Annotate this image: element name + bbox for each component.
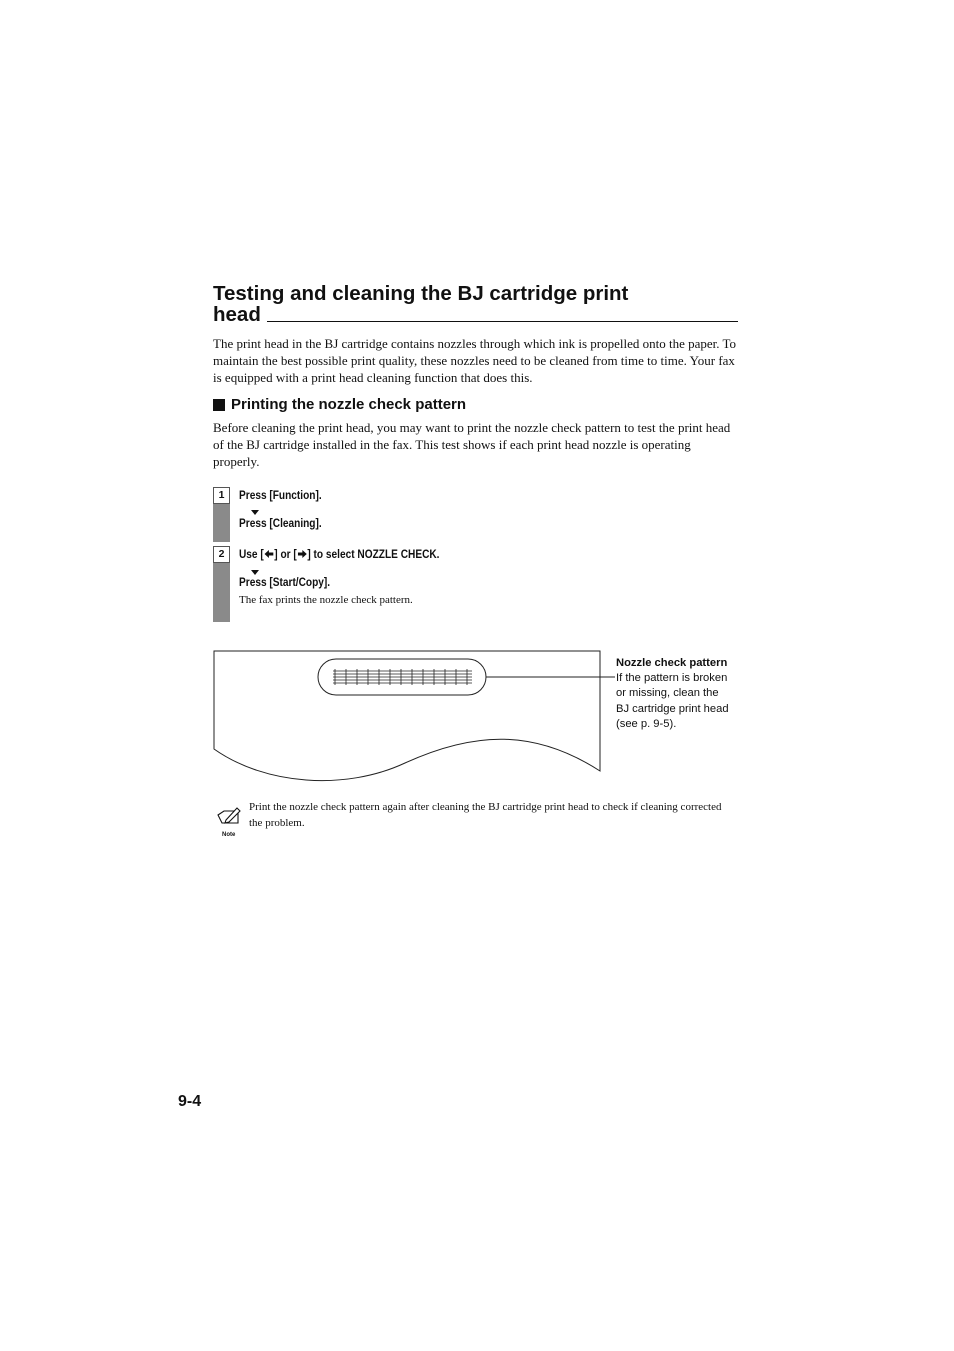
down-arrow-icon bbox=[251, 510, 259, 515]
left-arrow-key-icon bbox=[264, 549, 275, 559]
step-2-bar bbox=[213, 562, 230, 622]
note-icon-label: Note bbox=[222, 832, 236, 838]
down-arrow-icon bbox=[251, 570, 259, 575]
step-1-line-a: Press [Function]. bbox=[239, 490, 322, 502]
callout-line: (see p. 9-5). bbox=[616, 717, 677, 730]
intro-paragraph: The print head in the BJ cartridge contains nozzles through which ink is propelled onto the paper. To maintain the best possible print quality, these nozzles need to be cleaned from time to time. Your fax is equipped with a print head cleaning function that does this. bbox=[213, 336, 737, 385]
page-title bbox=[213, 283, 738, 325]
nozzle-check-printout-illustration bbox=[205, 645, 615, 785]
callout bbox=[616, 656, 746, 732]
step-1-number: 1 bbox=[213, 487, 230, 504]
title-rule bbox=[267, 321, 738, 322]
page-number: 9-4 bbox=[178, 1093, 202, 1110]
note-text: Print the nozzle check pattern again after cleaning the BJ cartridge print head to check if cleaning corrected the problem. bbox=[249, 801, 722, 829]
section-heading bbox=[213, 396, 466, 414]
section-paragraph: Before cleaning the print head, you may want to print the nozzle check pattern to test the print head of the BJ cartridge installed in the fax. This test shows if each print head nozzle is operating properly. bbox=[213, 420, 731, 469]
callout-heading: Nozzle check pattern bbox=[616, 657, 728, 669]
page-title-line2: head bbox=[213, 303, 261, 326]
step-1-line-b: Press [Cleaning]. bbox=[239, 518, 322, 530]
page-title-line1: Testing and cleaning the BJ cartridge print bbox=[213, 282, 629, 305]
callout-line: If the pattern is broken bbox=[616, 672, 728, 685]
section-heading-text: Printing the nozzle check pattern bbox=[231, 396, 467, 413]
step-1-bar bbox=[213, 503, 230, 542]
step-2-line-b: Press [Start/Copy]. bbox=[239, 577, 331, 589]
right-arrow-key-icon bbox=[297, 549, 308, 559]
step-2-line-a: Use [ ] or [ ] to select NOZZLE CHECK. bbox=[239, 549, 440, 561]
step-2-number: 2 bbox=[213, 546, 230, 563]
callout-line: or missing, clean the bbox=[616, 687, 719, 700]
callout-line: BJ cartridge print head bbox=[616, 702, 729, 715]
square-bullet-icon bbox=[213, 399, 225, 411]
note-pencil-icon bbox=[216, 805, 242, 838]
step-2-result: The fax prints the nozzle check pattern. bbox=[239, 594, 413, 606]
